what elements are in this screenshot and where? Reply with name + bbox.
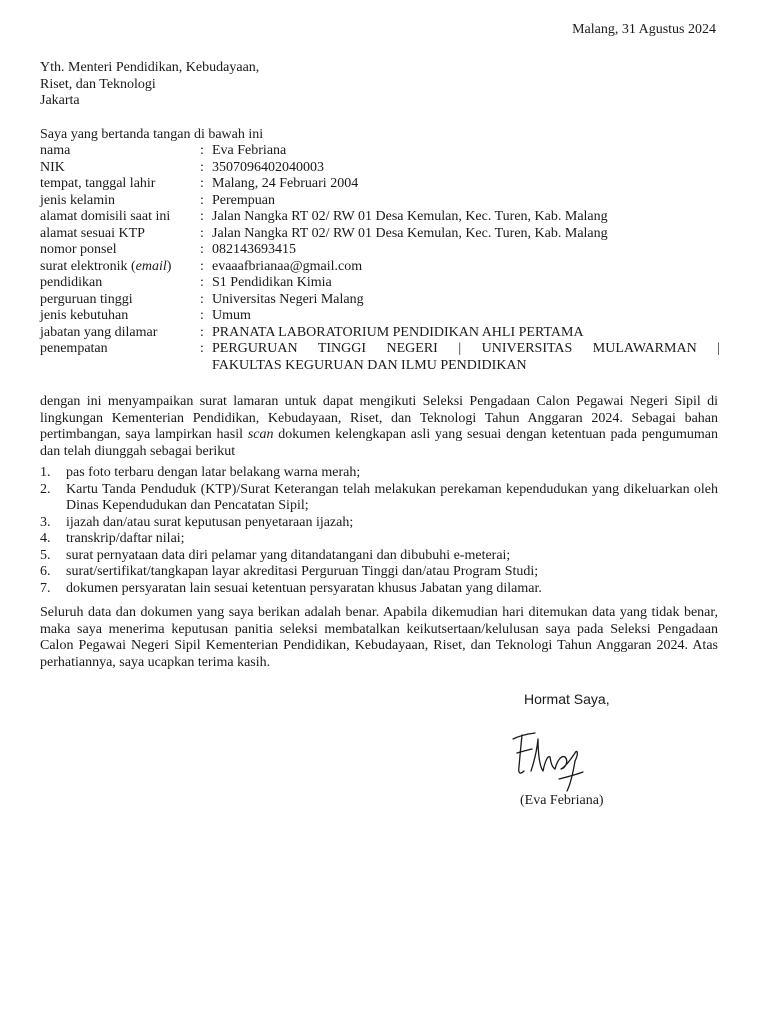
list-item: [40, 531, 718, 548]
list-number: 2.: [40, 481, 51, 497]
place-date: Malang, 31 Agustus 2024: [572, 22, 716, 37]
field-value: evaaafbrianaa@gmail.com: [212, 258, 363, 274]
list-text: surat pernyataan data diri pelamar yang ditandatangani dan dibubuhi e-meterai;: [66, 547, 511, 563]
recipient-line: Riset, dan Teknologi: [40, 76, 156, 92]
field-label: jenis kelamin: [40, 192, 116, 208]
field-colon: :: [200, 258, 204, 274]
field-value-line: FAKULTAS KEGURUAN DAN ILMU PENDIDIKAN: [212, 357, 527, 373]
field-value: Jalan Nangka RT 02/ RW 01 Desa Kemulan, Kec. Turen, Kab. Malang: [212, 209, 608, 224]
attachment-list: [40, 465, 718, 597]
field-label: jabatan yang dilamar: [40, 324, 158, 340]
field-row-name: [40, 143, 720, 160]
field-colon: :: [200, 275, 204, 290]
field-colon: :: [200, 308, 204, 323]
field-row-nik: [40, 160, 720, 177]
paragraph-emphasis: scan: [247, 427, 274, 442]
field-row-domicile: [40, 209, 720, 226]
recipient-line: Yth. Menteri Pendidikan, Kebudayaan,: [40, 60, 260, 75]
field-label-prefix: surat elektronik (: [40, 258, 136, 274]
list-item: [40, 482, 718, 515]
field-label: pendidikan: [40, 275, 103, 290]
list-number: 4.: [40, 531, 51, 546]
list-number: 6.: [40, 564, 51, 579]
field-value: Eva Febriana: [212, 143, 287, 158]
list-item: [40, 548, 718, 565]
list-text: dokumen persyaratan lain sesuai ketentuan persyaratan khusus Jabatan yang dilamar.: [66, 580, 542, 596]
field-colon: :: [200, 159, 204, 175]
applicant-fields: [40, 143, 720, 374]
list-number: 5.: [40, 547, 51, 563]
field-row-need-type: [40, 308, 720, 325]
field-colon: :: [200, 225, 204, 241]
signer-name: (Eva Febriana): [520, 793, 604, 808]
field-value: Perempuan: [212, 192, 275, 208]
list-text: pas foto terbaru dengan latar belakang warna merah;: [66, 465, 361, 480]
list-item: [40, 564, 718, 581]
field-value: Jalan Nangka RT 02/ RW 01 Desa Kemulan, Kec. Turen, Kab. Malang: [212, 225, 608, 241]
intro-line: Saya yang bertanda tangan di bawah ini: [40, 127, 264, 142]
application-paragraph: [40, 394, 718, 460]
statement-paragraph: Seluruh data dan dokumen yang saya berikan adalah benar. Apabila dikemudian hari ditemukan data yang tidak benar, maka saya menerima keputusan panitia seleksi membatalkan keikutsertaan/kelulusan saya pada Seleksi Pengadaan Calon Pegawai Negeri Sipil Kementerian Pendidikan, Kebudayaan, Riset, dan Teknologi Tahun Anggaran 2024. Atas perhatiannya, saya ucapkan terima kasih.: [40, 605, 718, 670]
list-text: surat/sertifikat/tangkapan layar akreditasi Perguruan Tinggi dan/atau Program Studi;: [66, 564, 539, 579]
closing-salutation: Hormat Saya,: [524, 691, 610, 707]
list-text: Kartu Tanda Penduduk (KTP)/Surat Keterangan telah melakukan perekaman kependudukan yang dikeluarkan oleh Dinas Kependudukan dan Pencatatan Sipil;: [66, 481, 718, 513]
recipient-line: Jakarta: [40, 93, 80, 108]
list-item: [40, 515, 718, 532]
field-colon: :: [200, 341, 204, 356]
field-colon: :: [200, 324, 204, 340]
field-label: nomor ponsel: [40, 242, 117, 257]
field-value: S1 Pendidikan Kimia: [212, 275, 332, 290]
recipient-address: [40, 60, 259, 110]
field-label: NIK: [40, 159, 65, 175]
field-row-position: [40, 325, 720, 342]
field-value: [212, 341, 720, 374]
field-row-university: [40, 292, 720, 309]
field-label: alamat domisili saat ini: [40, 209, 171, 224]
field-label: nama: [40, 143, 71, 158]
field-label: penempatan: [40, 341, 108, 356]
field-row-email: [40, 259, 720, 276]
field-colon: :: [200, 176, 204, 191]
list-text: transkrip/daftar nilai;: [66, 531, 185, 546]
field-value: 082143693415: [212, 242, 296, 257]
field-value: Malang, 24 Februari 2004: [212, 176, 359, 191]
signature-image: [505, 725, 615, 795]
field-row-birth: [40, 176, 720, 193]
field-row-phone: [40, 242, 720, 259]
field-row-ktp-address: [40, 226, 720, 243]
field-colon: :: [200, 291, 204, 307]
field-value: PRANATA LABORATORIUM PENDIDIKAN AHLI PERTAMA: [212, 324, 584, 340]
list-number: 1.: [40, 465, 51, 480]
list-number: 7.: [40, 580, 51, 596]
paragraph-text: dokumen kelengkapan asli yang sesuai dengan ketentuan pada pengumuman dan telah diunggah sebagai berikut: [40, 427, 718, 459]
field-label: tempat, tanggal lahir: [40, 176, 156, 191]
field-value: Umum: [212, 308, 251, 323]
list-item: [40, 581, 718, 598]
field-label-suffix: ): [166, 258, 172, 274]
list-item: [40, 465, 718, 482]
field-label: [40, 259, 200, 276]
field-row-education: [40, 275, 720, 292]
field-colon: :: [200, 242, 204, 257]
field-value: Universitas Negeri Malang: [212, 291, 364, 307]
field-colon: :: [200, 143, 204, 158]
field-label: alamat sesuai KTP: [40, 225, 145, 241]
field-value: 3507096402040003: [212, 159, 324, 175]
list-text: ijazah dan/atau surat keputusan penyetaraan ijazah;: [66, 514, 354, 530]
field-colon: :: [200, 192, 204, 208]
paragraph-text: dengan ini menyampaikan surat lamaran untuk dapat mengikuti Seleksi Pengadaan Calon Pegawai Negeri Sipil di lingkungan Kementerian Pendidikan, Kebudayaan, Riset, dan Teknologi Tahun Anggaran 2024. Sebagai bahan pertimbangan, saya lampirkan hasil: [40, 394, 718, 442]
field-row-gender: [40, 193, 720, 210]
field-label-emphasis: email: [135, 258, 167, 274]
field-colon: :: [200, 209, 204, 224]
field-label: perguruan tinggi: [40, 291, 133, 307]
field-row-placement: [40, 341, 720, 374]
list-number: 3.: [40, 514, 51, 530]
field-value-line: PERGURUAN TINGGI NEGERI | UNIVERSITAS MULAWARMAN |: [212, 341, 720, 356]
field-label: jenis kebutuhan: [40, 308, 129, 323]
